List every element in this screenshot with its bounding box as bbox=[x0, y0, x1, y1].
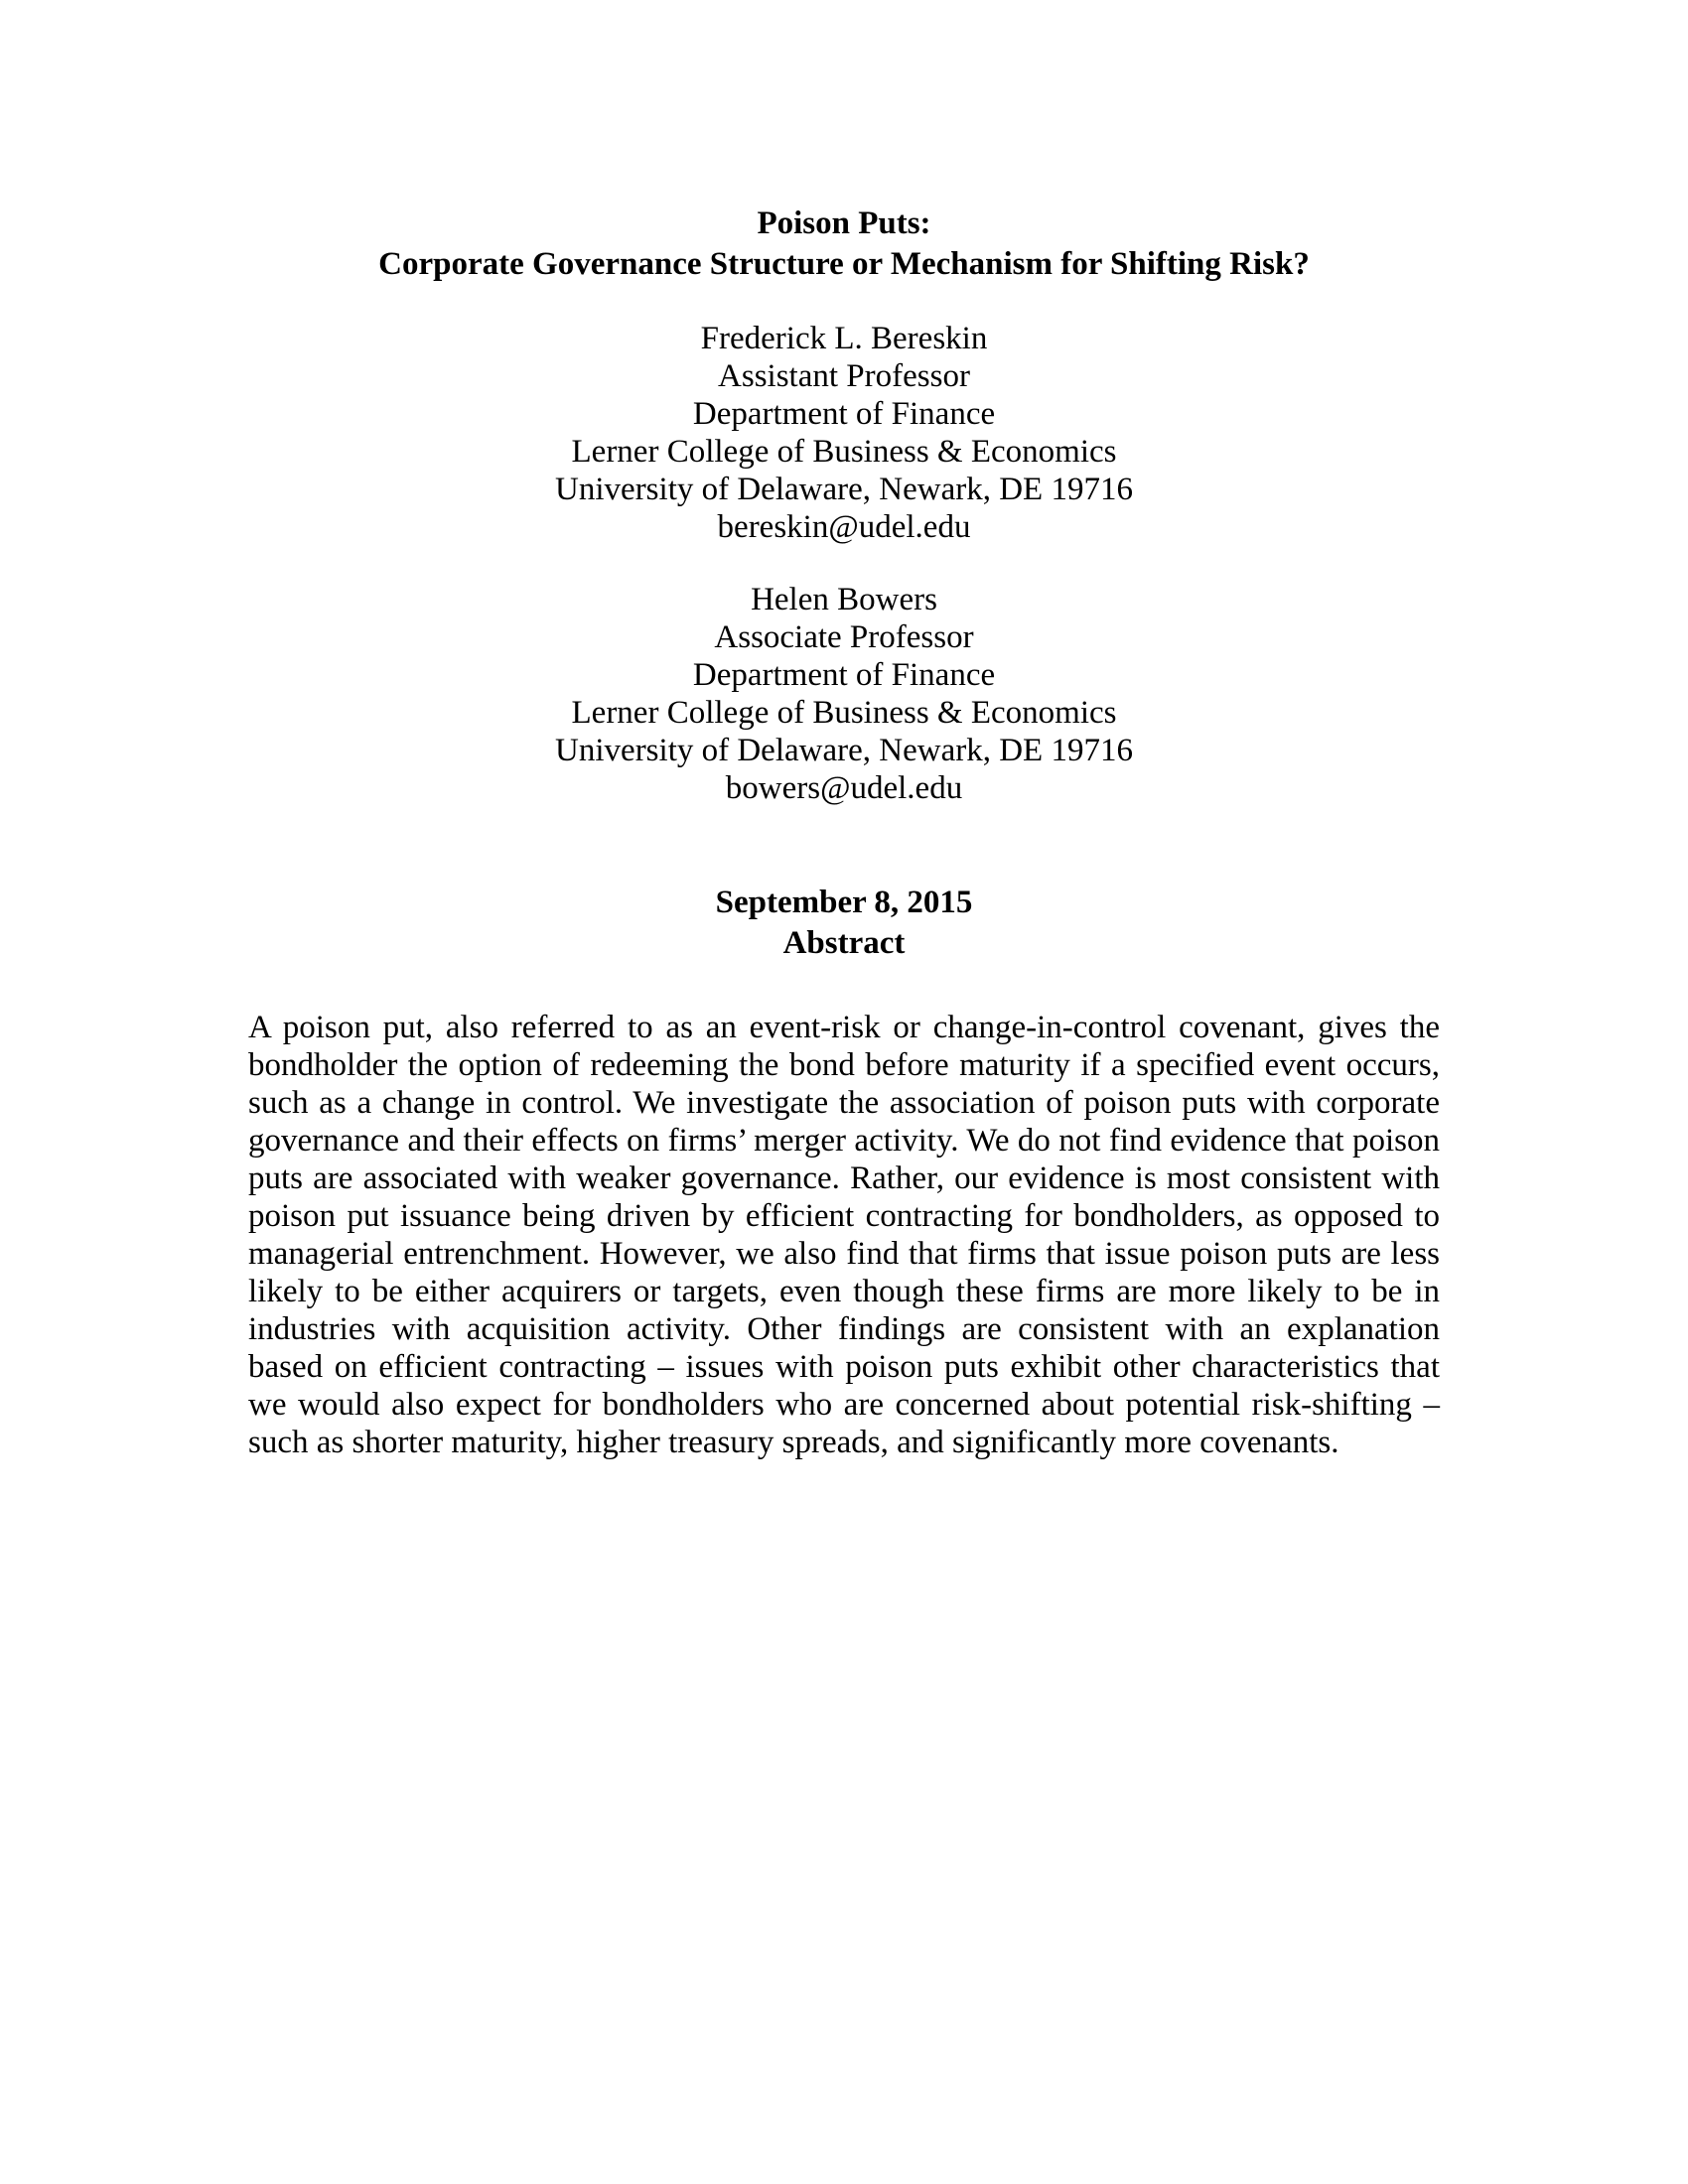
paper-title-line-1: Poison Puts: bbox=[757, 205, 931, 241]
abstract-text: A poison put, also referred to as an event-risk or change-in-control covenant, gives the bondholder the option of redeeming the bond before maturity if a specified event occurs, such as a change in control. We investigate the association of poison puts with corporate governance and their effects on firms’ merger activity. We do not find evidence that poison puts are associated with weaker governance. Rather, our evidence is most consistent with poison put issuance being driven by efficient contracting for bondholders, as opposed to managerial entrenchment. However, we also find that firms that issue poison puts are less likely to be either acquirers or targets, even though these firms are more likely to be in industries with acquisition activity. Other findings are consistent with an explanation based on efficient contracting – issues with poison puts exhibit other characteristics that we would also expect for bondholders who are concerned about potential risk-shifting – such as shorter maturity, higher treasury spreads, and significantly more covenants. bbox=[248, 1009, 1440, 1460]
author-name: Helen Bowers bbox=[751, 581, 937, 617]
date-and-abstract-heading bbox=[248, 883, 1440, 964]
author-name: Frederick L. Bereskin bbox=[700, 320, 988, 356]
author-email: bowers@udel.edu bbox=[725, 769, 963, 806]
paper-date: September 8, 2015 bbox=[715, 884, 973, 920]
author-university: University of Delaware, Newark, DE 19716 bbox=[555, 471, 1133, 507]
author-university: University of Delaware, Newark, DE 19716 bbox=[555, 732, 1133, 768]
paper-title-line-2: Corporate Governance Structure or Mechanism for Shifting Risk? bbox=[378, 246, 1310, 283]
author-role: Assistant Professor bbox=[718, 357, 970, 394]
author-college: Lerner College of Business & Economics bbox=[571, 433, 1117, 470]
author-block-bowers bbox=[248, 581, 1440, 807]
author-block-bereskin bbox=[248, 320, 1440, 546]
author-department: Department of Finance bbox=[692, 656, 996, 693]
paper-title bbox=[248, 204, 1440, 286]
abstract-heading: Abstract bbox=[782, 924, 906, 961]
author-college: Lerner College of Business & Economics bbox=[571, 694, 1117, 731]
author-email: bereskin@udel.edu bbox=[717, 508, 971, 545]
author-department: Department of Finance bbox=[692, 395, 996, 432]
author-role: Associate Professor bbox=[714, 618, 974, 655]
